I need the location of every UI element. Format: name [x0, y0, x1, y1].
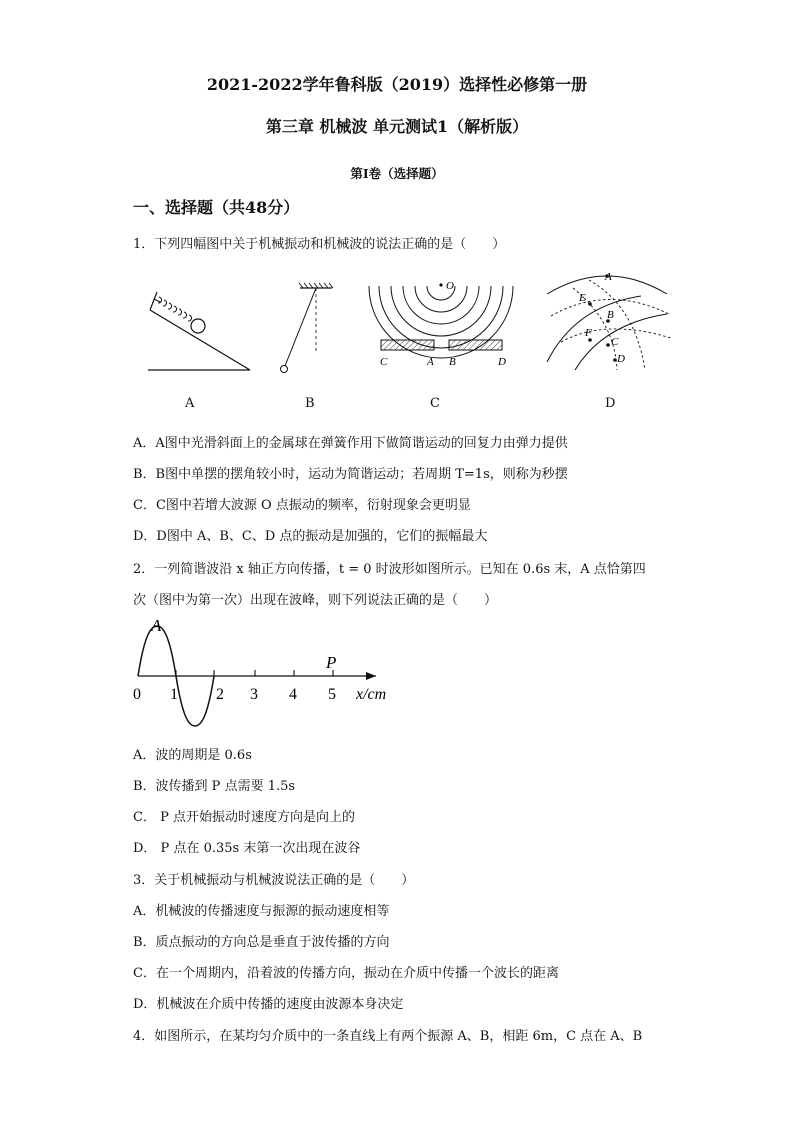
pendulum-bob	[281, 366, 288, 373]
dashed-wavefronts	[551, 280, 671, 370]
q1-option-a: A．A图中光滑斜面上的金属球在弹簧作用下做简谐运动的回复力由弹力提供	[133, 436, 568, 451]
q1-caption-a: A	[185, 396, 195, 411]
tick-label-1: 1	[170, 686, 178, 703]
axis-ticks	[176, 670, 333, 676]
point-c	[606, 343, 610, 347]
q2-stem-line-2: 次（图中为第一次）出现在波峰，则下列说法正确的是（ ）	[133, 593, 498, 608]
title-line-2: 第三章 机械波 单元测试1（解析版）	[265, 117, 529, 136]
q1-caption-c: C	[430, 396, 440, 411]
title-line-1: 2021-2022学年鲁科版（2019）选择性必修第一册	[206, 75, 588, 94]
q2-option-c: C． P 点开始振动时速度方向是向上的	[133, 810, 355, 825]
q1-stem: 1．下列四幅图中关于机械振动和机械波的说法正确的是（ ）	[133, 237, 506, 252]
tick-label-0: 0	[133, 686, 141, 703]
label-a: A	[605, 271, 612, 283]
q3-option-a: A．机械波的传播速度与振源的振动速度相等	[133, 904, 390, 919]
q1-caption-b: B	[305, 396, 315, 411]
q1-caption-d: D	[605, 396, 616, 411]
label-d: D	[617, 353, 625, 365]
label-c: C	[380, 356, 388, 368]
q2-option-a: A．波的周期是 0.6s	[133, 748, 252, 763]
spring-coil	[154, 297, 192, 321]
q2-option-d: D． P 点在 0.35s 末第一次出现在波谷	[133, 841, 361, 856]
label-o: O	[446, 280, 454, 292]
peak-label-a: A	[151, 616, 162, 635]
solid-wavefronts	[547, 276, 667, 370]
q3-stem: 3．关于机械振动与机械波说法正确的是（ ）	[133, 873, 415, 888]
x-axis-arrow	[366, 672, 376, 680]
q3-option-c: C．在一个周期内，沿着波的传播方向，振动在介质中传播一个波长的距离	[133, 966, 559, 981]
barrier-right	[449, 340, 502, 350]
tick-label-4: 4	[289, 686, 297, 703]
q3-option-d: D．机械波在介质中传播的速度由波源本身决定	[133, 997, 404, 1012]
q3-option-b: B．质点振动的方向总是垂直于波传播的方向	[133, 935, 390, 950]
metal-ball	[191, 319, 205, 333]
label-f: F	[585, 327, 592, 339]
tick-label-3: 3	[250, 686, 258, 703]
q1-figure-c	[365, 272, 515, 372]
barrier-left	[381, 340, 434, 350]
q1-figure-b	[270, 282, 350, 378]
section-title: 一、选择题（共48分）	[133, 198, 300, 217]
q2-wave-figure	[128, 612, 408, 762]
q1-figure-d	[545, 266, 675, 376]
q4-stem: 4．如图所示，在某均匀介质中的一条直线上有两个振源 A、B，相距 6m，C 点在 A、B	[133, 1029, 643, 1044]
label-e: E	[579, 292, 586, 304]
volume-label: 第Ⅰ卷（选择题）	[350, 166, 444, 181]
pendulum-string	[285, 288, 316, 366]
tick-label-5: 5	[328, 686, 336, 703]
source-point	[439, 283, 442, 286]
label-b: B	[449, 356, 456, 368]
q1-figure-a	[140, 280, 260, 380]
incline-wall	[150, 292, 157, 310]
label-c: C	[611, 336, 619, 348]
tick-label-2: 2	[216, 686, 224, 703]
label-d: D	[498, 356, 506, 368]
point-e	[588, 302, 592, 306]
q1-option-b: B．B图中单摆的摆角较小时，运动为简谐运动；若周期 T=1s，则称为秒摆	[133, 467, 568, 482]
q1-option-d: D．D图中 A、B、C、D 点的振动是加强的，它们的振幅最大	[133, 529, 488, 544]
ceiling-hatch	[299, 283, 333, 288]
label-b: B	[607, 309, 614, 321]
axis-label: x/cm	[356, 686, 387, 703]
q1-option-c: C．C图中若增大波源 O 点振动的频率，衍射现象会更明显	[133, 498, 471, 513]
label-a: A	[427, 356, 434, 368]
q2-option-b: B．波传播到 P 点需要 1.5s	[133, 779, 296, 794]
point-label-p: P	[326, 653, 337, 672]
q2-stem-line-1: 2．一列简谐波沿 x 轴正方向传播，t = 0 时波形如图所示。已知在 0.6s 末，A 点恰第四	[133, 562, 646, 577]
